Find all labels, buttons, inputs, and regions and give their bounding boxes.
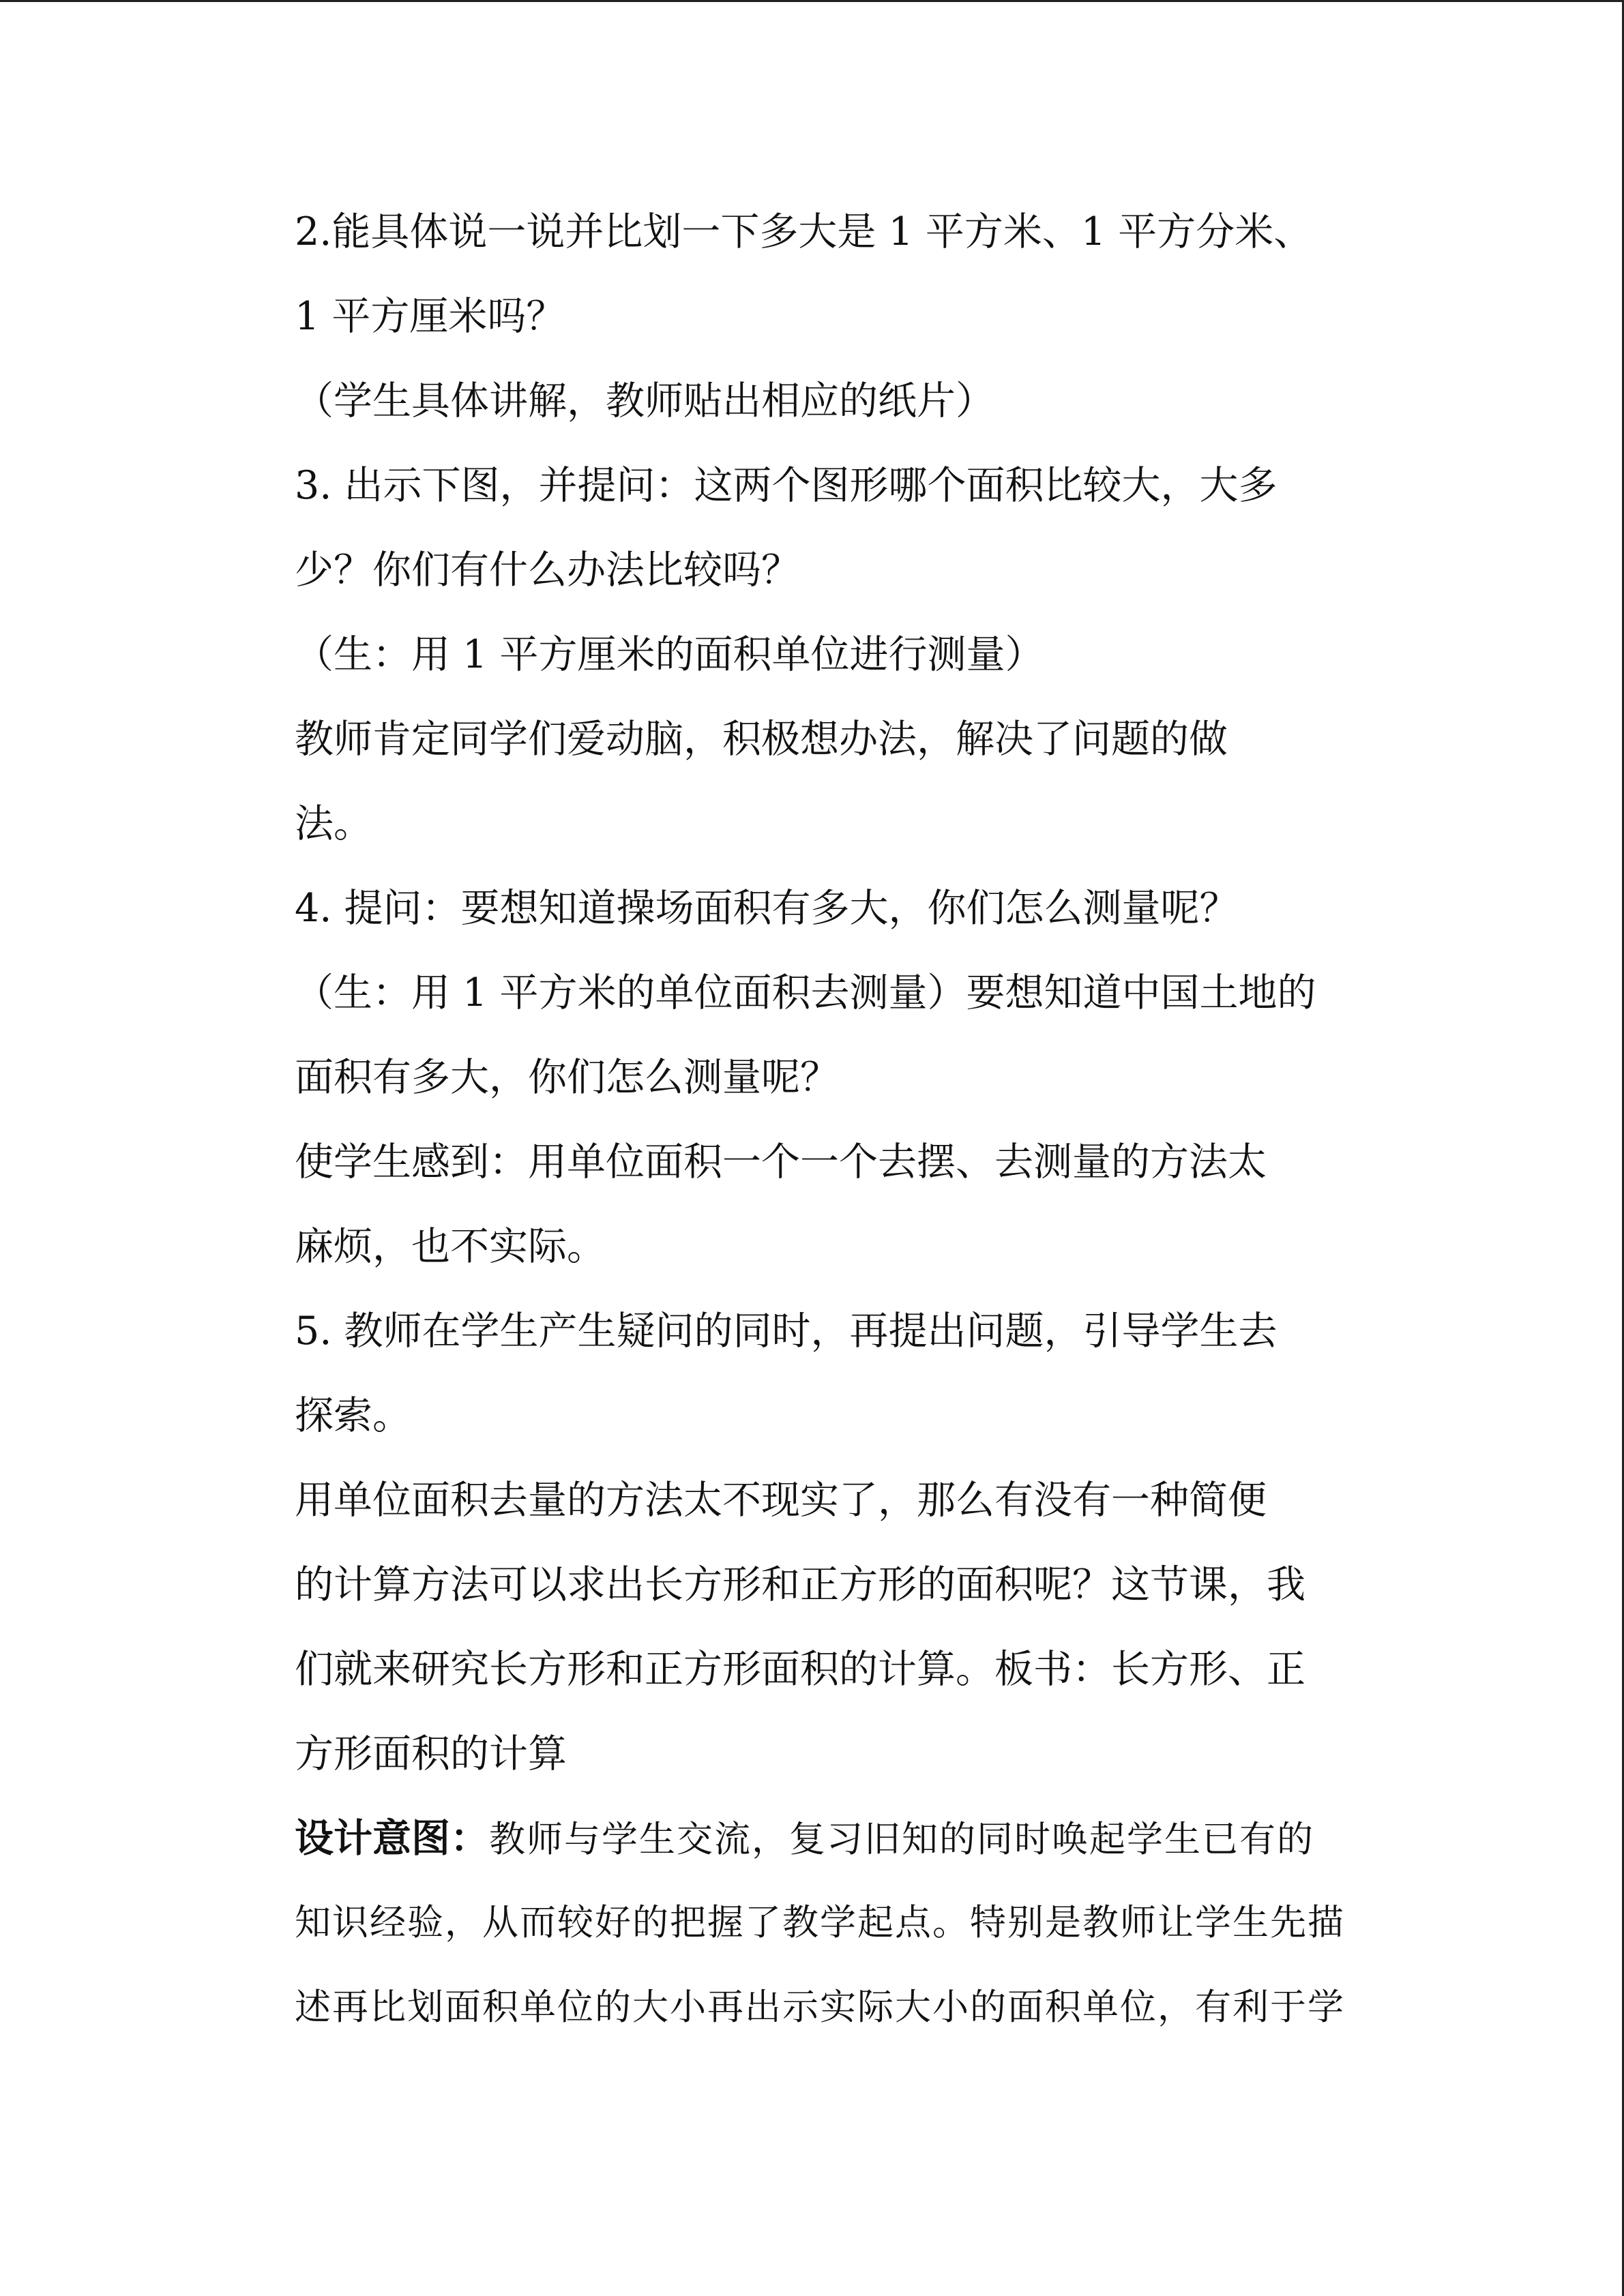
design-intent-line: 知识经验，从而较好的把握了教学起点。特别是教师让学生先描: [295, 1902, 1345, 1943]
text-line: 方形面积的计算: [295, 1731, 567, 1776]
text-line: 1 平方厘米吗？: [295, 294, 565, 339]
text-line: 3. 出示下图，并提问：这两个图形哪个面积比较大，大多: [295, 463, 1278, 508]
text-line: 用单位面积去量的方法太不现实了，那么有没有一种简便: [295, 1478, 1267, 1523]
text-line: 的计算方法可以求出长方形和正方形的面积呢？这节课，我: [295, 1562, 1305, 1607]
text-line: 5. 教师在学生产生疑问的同时，再提出问题，引导学生去: [295, 1309, 1278, 1354]
text-line: 少？你们有什么办法比较吗？: [295, 548, 800, 593]
top-border: [0, 0, 1624, 2]
text-line: 麻烦，也不实际。: [295, 1224, 606, 1269]
text-line: 使学生感到：用单位面积一个一个去摆、去测量的方法太: [295, 1139, 1267, 1184]
design-intent-line: 述再比划面积单位的大小再出示实际大小的面积单位，有利于学: [295, 1986, 1345, 2028]
text-line: 探索。: [295, 1393, 411, 1438]
text-line: 面积有多大，你们怎么测量呢？: [295, 1055, 839, 1100]
design-intent-paragraph: [295, 1811, 1314, 1867]
text-line: （生：用 1 平方米的单位面积去测量）要想知道中国土地的: [295, 970, 1316, 1015]
text-line: （学生具体讲解，教师贴出相应的纸片）: [295, 378, 994, 423]
text-line: （生：用 1 平方厘米的面积单位进行测量）: [295, 632, 1044, 677]
text-line: 法。: [295, 801, 372, 846]
design-intent-text: 教师与学生交流，复习旧知的同时唤起学生已有的: [489, 1819, 1314, 1860]
text-line: 们就来研究长方形和正方形面积的计算。板书：长方形、正: [295, 1647, 1305, 1692]
text-line: 2.能具体说一说并比划一下多大是 1 平方米、1 平方分米、: [295, 209, 1313, 254]
text-line: 4. 提问：要想知道操场面积有多大，你们怎么测量呢？: [295, 886, 1239, 931]
design-intent-label: 设计意图：: [295, 1815, 489, 1861]
text-line: 教师肯定同学们爱动脑，积极想办法，解决了问题的做: [295, 717, 1228, 762]
